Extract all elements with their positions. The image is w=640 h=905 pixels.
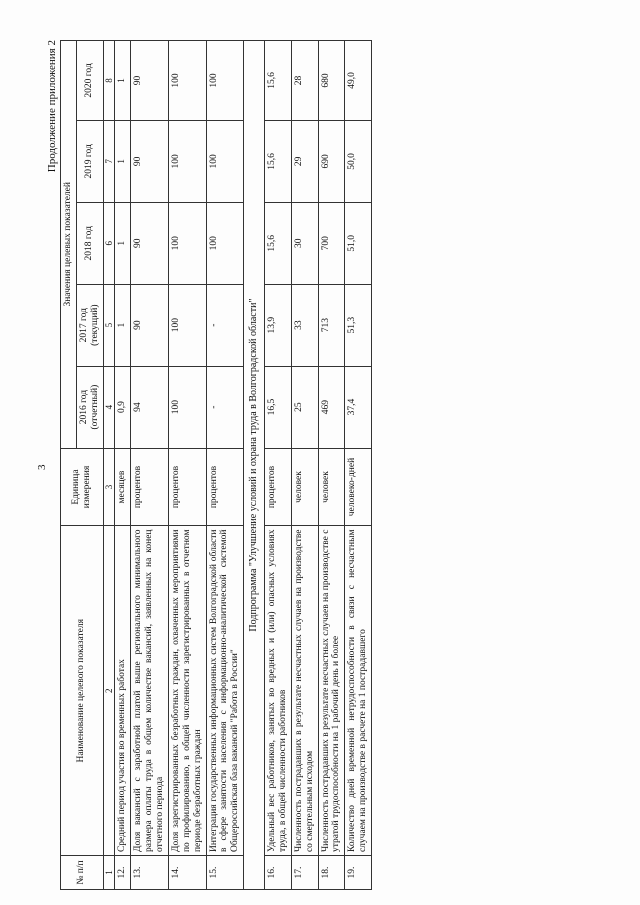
row-number: 18. (318, 856, 345, 890)
row-number: 17. (291, 856, 318, 890)
value-2020: 1 (115, 41, 131, 121)
indicator-name: Количество дней временной нетрудоспособности в связи с несчастным случаем на производстве в расчете на 1 пострадавшего (345, 526, 372, 856)
value-2018: 100 (168, 202, 206, 284)
value-2019: 15,6 (264, 120, 291, 202)
value-2016: 37,4 (345, 366, 372, 448)
value-2017: 33 (291, 284, 318, 366)
value-2019: 1 (115, 120, 131, 202)
value-2017: 713 (318, 284, 345, 366)
column-numbers-row (103, 41, 114, 890)
value-2016: 16,5 (264, 366, 291, 448)
header-values-group: Значения целевых показателей (61, 41, 77, 449)
value-2017: 51,3 (345, 284, 372, 366)
unit: человек (318, 448, 345, 526)
indicator-name: Средний период участия во временных работах (115, 526, 131, 856)
unit: человек (291, 448, 318, 526)
value-2020: 49,0 (345, 41, 372, 121)
value-2019: 29 (291, 120, 318, 202)
row-number: 15. (206, 856, 244, 890)
value-2017: 13,9 (264, 284, 291, 366)
row-number: 13. (131, 856, 169, 890)
value-2020: 28 (291, 41, 318, 121)
column-number: 8 (103, 41, 114, 121)
column-number: 5 (103, 284, 114, 366)
indicator-name: Доля зарегистрированных безработных граждан, охваченных мероприятиями по профилированию, в общей численности зарегистрированных в отчетном периоде безработных граждан (168, 526, 206, 856)
value-2020: 15,6 (264, 41, 291, 121)
column-number: 1 (103, 856, 114, 890)
header-2019: 2019 год (76, 120, 103, 202)
value-2020: 100 (206, 41, 244, 121)
table-section-a (115, 41, 244, 890)
value-2018: 1 (115, 202, 131, 284)
indicator-name: Численность пострадавших в результате несчастных случаев на производстве с утратой трудоспособности на 1 рабочий день и более (318, 526, 345, 856)
table-row (345, 41, 372, 890)
value-2018: 700 (318, 202, 345, 284)
unit: человеко-дней (345, 448, 372, 526)
value-2019: 100 (206, 120, 244, 202)
value-2016: 100 (168, 366, 206, 448)
table-section-b (264, 41, 371, 890)
header-2020: 2020 год (76, 41, 103, 121)
value-2017: 100 (168, 284, 206, 366)
header-2018: 2018 год (76, 202, 103, 284)
column-number: 7 (103, 120, 114, 202)
rotated-content (30, 40, 610, 890)
unit: процентов (168, 448, 206, 526)
indicator-name: Численность пострадавших в результате несчастных случаев на производстве со смертельным исходом (291, 526, 318, 856)
column-number: 6 (103, 202, 114, 284)
value-2016: 469 (318, 366, 345, 448)
value-2018: 51,0 (345, 202, 372, 284)
value-2016: 25 (291, 366, 318, 448)
indicator-name: Удельный вес работников, занятых во вредных и (или) опасных условиях труда, в общей численности работников (264, 526, 291, 856)
value-2019: 100 (168, 120, 206, 202)
value-2016: 0,9 (115, 366, 131, 448)
row-number: 14. (168, 856, 206, 890)
subprogram-title: Подпрограмма "Улучшение условий и охрана труда в Волгоградской области" (244, 41, 265, 890)
table-row (168, 41, 206, 890)
value-2017: 1 (115, 284, 131, 366)
value-2018: 100 (206, 202, 244, 284)
header-name: Наименование целевого показателя (61, 526, 104, 856)
value-2016: - (206, 366, 244, 448)
header-num: № п/п (61, 856, 104, 890)
column-number: 4 (103, 366, 114, 448)
unit: процентов (131, 448, 169, 526)
header-2016: 2016 год (отчетный) (76, 366, 103, 448)
continuation-note: Продолжение приложения 2 (46, 40, 58, 173)
value-2020: 100 (168, 41, 206, 121)
value-2018: 30 (291, 202, 318, 284)
table-row (131, 41, 169, 890)
table-row (206, 41, 244, 890)
value-2017: 90 (131, 284, 169, 366)
page-number: 3 (36, 464, 48, 470)
value-2020: 90 (131, 41, 169, 121)
table-row (115, 41, 131, 890)
column-number: 2 (103, 526, 114, 856)
unit: процентов (206, 448, 244, 526)
indicator-name: Интеграция государственных информационных систем Волгоградской области в сфере занятости населения с информационно-аналитической системой Общероссийская база вакансий "Работа в России" (206, 526, 244, 856)
header-2017: 2017 год (текущий) (76, 284, 103, 366)
value-2018: 15,6 (264, 202, 291, 284)
table-row (318, 41, 345, 890)
column-number: 3 (103, 448, 114, 526)
indicator-name: Доля вакансий с заработной платой выше регионального минимального размера оплаты труда в общем количестве вакансий, заявленных на конец отчетного периода (131, 526, 169, 856)
value-2019: 690 (318, 120, 345, 202)
value-2019: 50,0 (345, 120, 372, 202)
table-row (291, 41, 318, 890)
unit: процентов (264, 448, 291, 526)
value-2018: 90 (131, 202, 169, 284)
value-2019: 90 (131, 120, 169, 202)
table-row (264, 41, 291, 890)
row-number: 12. (115, 856, 131, 890)
unit: месяцев (115, 448, 131, 526)
row-number: 19. (345, 856, 372, 890)
table-subprogram (244, 41, 265, 890)
row-number: 16. (264, 856, 291, 890)
header-unit: Единица измерения (61, 448, 104, 526)
value-2016: 94 (131, 366, 169, 448)
indicators-table (60, 40, 372, 890)
value-2020: 680 (318, 41, 345, 121)
value-2017: - (206, 284, 244, 366)
